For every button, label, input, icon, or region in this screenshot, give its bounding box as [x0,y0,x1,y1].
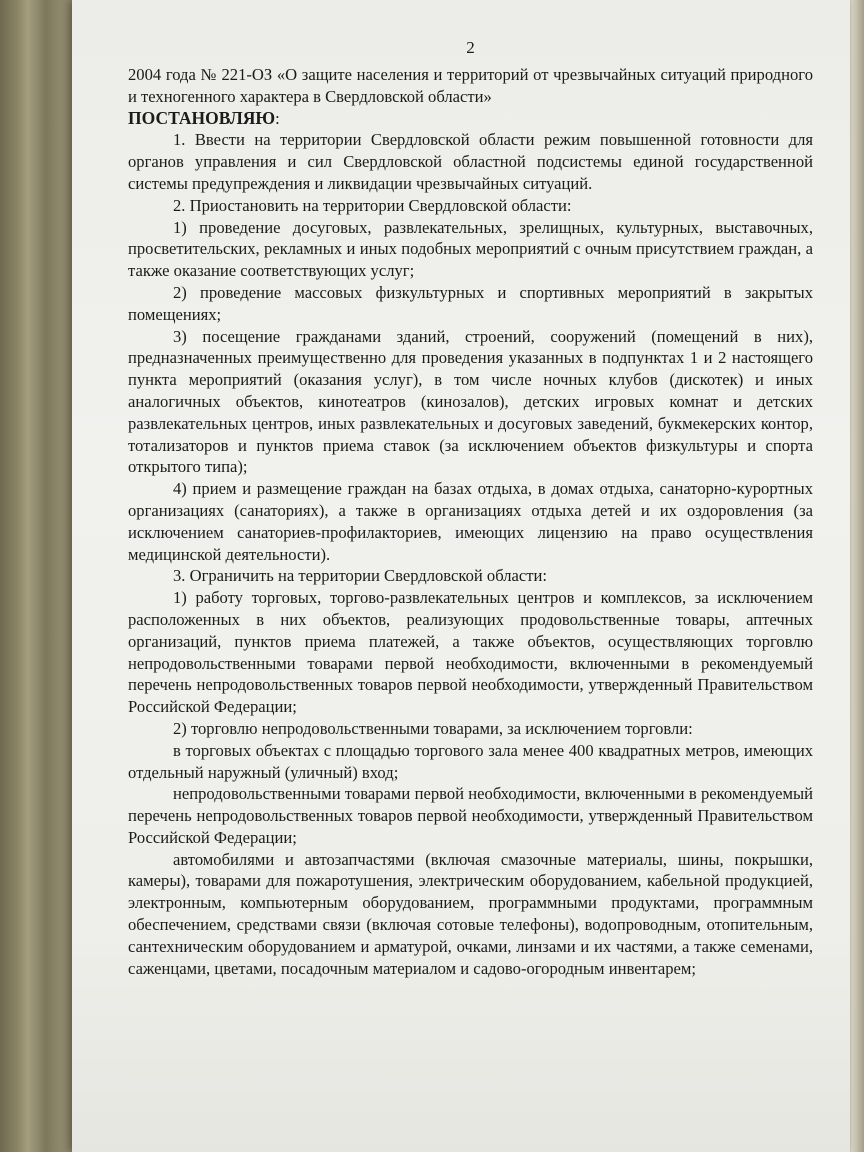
paragraph-item-2-2: 2) проведение массовых физкультурных и спортивных мероприятий в закрытых помещениях; [128,282,813,324]
paragraph-item-2: 2. Приостановить на территории Свердловской области: [173,195,572,215]
paragraph-item-1: 1. Ввести на территории Свердловской области режим повышенной готовности для органов управления и сил Свердловской областной подсистемы единой государственной системы предупреждения и ликвидации чрезвычайных ситуаций. [128,130,813,193]
resolve-word: ПОСТАНОВЛЯЮ [128,107,276,128]
document-page [72,0,850,1152]
paragraph-item-3-2-b: непродовольственными товарами первой необходимости, включенными в рекомендуемый перечень непродовольственных товаров первой необходимости, утвержденный Правительством Российской Федерации; [128,784,813,847]
paragraph-item-3: 3. Ограничить на территории Свердловской области: [173,566,548,586]
resolve-colon: : [275,108,280,128]
paragraph-item-2-3: 3) посещение гражданами зданий, строений, сооружений (помещений в них), предназначенных преимущественно для проведения указанных в подпунктах 1 и 2 настоящего пункта мероприятий (оказания услуг), в том числе ночных клубов (дискотек) и иных аналогичных объектов, кинотеатров (кинозалов), детских игровых комнат и детских развлекательных центров, иных развлекательных и досуговых заведений, букмекерских контор, тотализаторов и пунктов приема ставок (за исключением объектов физкультуры и спорта открытого типа); [128,326,813,477]
paragraph-item-3-2: 2) торговлю непродовольственными товарами, за исключением торговли: [173,718,693,738]
paragraph-item-2-4: 4) прием и размещение граждан на базах отдыха, в домах отдыха, санаторно-курортных организациях (санаториях), а также в организациях отдыха детей и их оздоровления (за исключением санаториев-профилакториев, имеющих лицензию на право осуществления медицинской деятельности). [128,479,813,564]
resolve-heading [128,108,813,130]
paragraph-item-3-1: 1) работу торговых, торгово-развлекательных центров и комплексов, за исключением расположенных в них объектов, реализующих продовольственные товары, аптечных организаций, пунктов приема платежей, а также объектов, осуществляющих торговлю непродовольственными товарами первой необходимости, включенными в рекомендуемый перечень непродовольственных товаров первой необходимости, утвержденный Правительством Российской Федерации; [128,588,813,717]
paragraph-item-3-2-c: автомобилями и автозапчастями (включая смазочные материалы, шины, покрышки, камеры), товарами для пожаротушения, электрическим оборудованием, кабельной продукцией, электронным, компьютерным оборудованием, программными продуктами, программным обеспечением, средствами связи (включая сотовые телефоны), водопроводным, отопительным, сантехническим оборудованием и арматурой, очками, линзами и их частями, а также семенами, саженцами, цветами, посадочным материалом и садово-огородным инвентарем; [128,849,813,978]
paragraph-law-reference: 2004 года № 221-ОЗ «О защите населения и территорий от чрезвычайных ситуаций природного и техногенного характера в Свердловской области» [128,65,813,106]
paragraph-item-3-2-a: в торговых объектах с площадью торгового зала менее 400 квадратных метров, имеющих отдельный наружный (уличный) вход; [128,740,813,782]
paragraph-item-2-1: 1) проведение досуговых, развлекательных, зрелищных, культурных, выставочных, просветительских, рекламных и иных подобных мероприятий с очным присутствием граждан, а также оказание соответствующих услуг; [128,217,813,281]
page-number: 2 [466,38,475,57]
page-content [128,36,813,979]
